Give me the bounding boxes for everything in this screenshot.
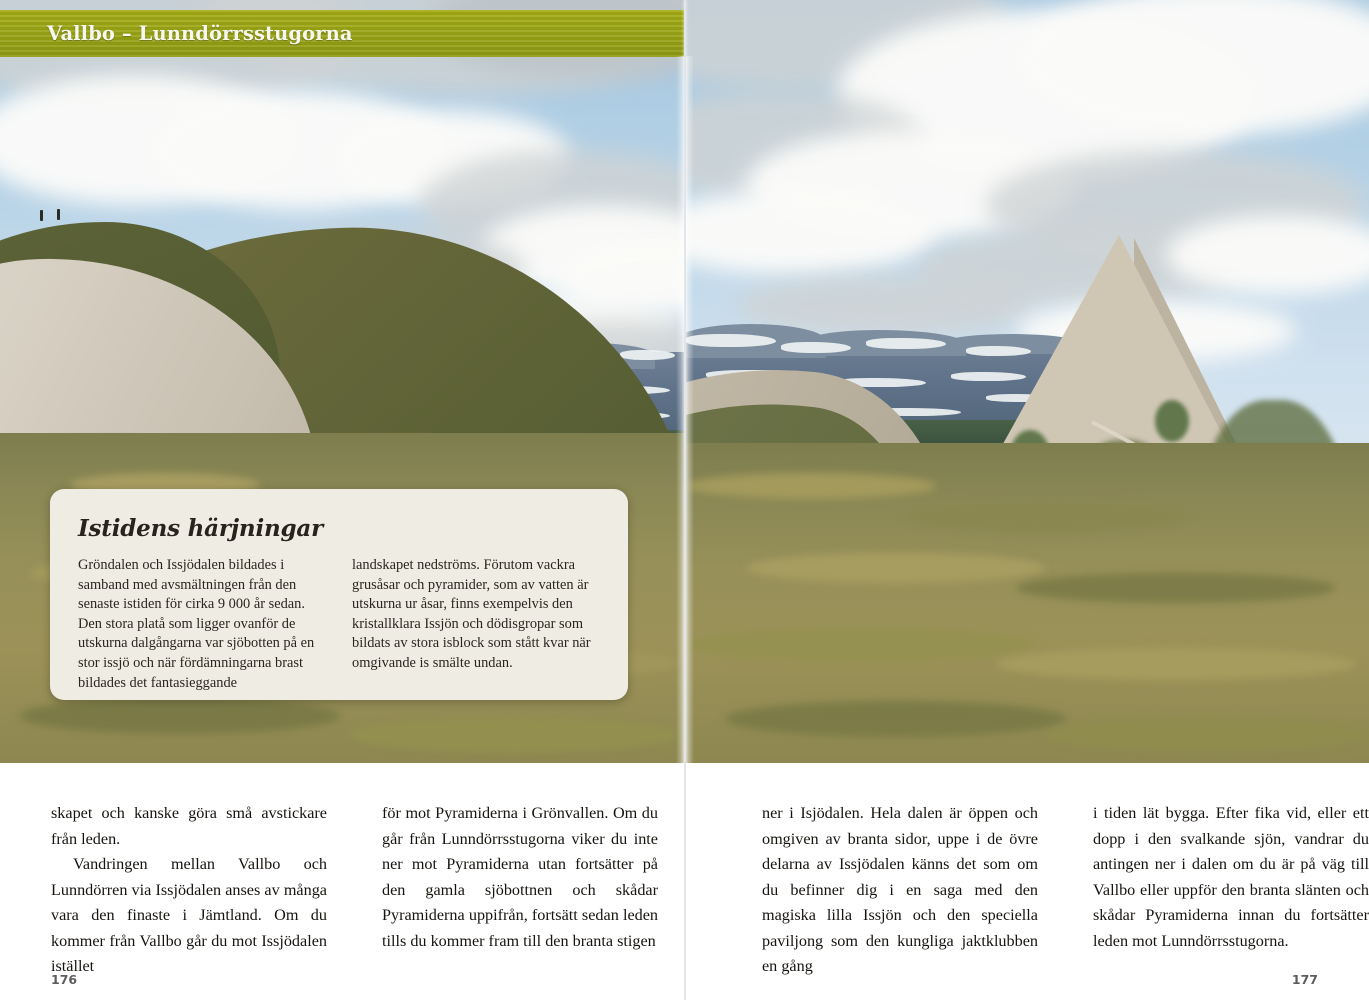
hiker-figure — [40, 210, 43, 221]
fact-box-column-2: landskapet nedströms. Förutom vackra grusåsar och pyramider, som av vatten är utskurna ur åsar, finns exempelvis den kristallklara Issjön och dödisgropar som bildats av stora isblock som stått kvar när omgivande is smälte undan. — [352, 557, 591, 671]
fact-box — [50, 489, 628, 700]
chapter-banner — [0, 10, 684, 57]
body-column-3 — [762, 801, 1038, 980]
body-column-4 — [1093, 801, 1369, 980]
page-number-right: 177 — [1291, 972, 1318, 987]
paragraph: skapet och kanske göra små avstickare från leden. — [51, 804, 327, 848]
birch-tree — [1155, 400, 1189, 442]
chapter-title: Vallbo – Lunndörrsstugorna — [47, 22, 353, 45]
paragraph: ner i Isjödalen. Hela dalen är öppen och omgiven av branta sidor, uppe i de övre delarna av Issjödalen känns det som om du befinner dig i en saga med den magiska lilla Issjön och den speciella paviljong som den kungliga jaktklubben en gång — [762, 804, 1038, 975]
meadow-foreground — [686, 443, 1369, 763]
photo-right-page — [686, 0, 1369, 763]
hiker-figure — [57, 209, 60, 220]
body-column-2 — [382, 801, 658, 980]
fact-box-column-1: Gröndalen och Issjödalen bildades i samband med avsmältningen från den senaste istiden för cirka 9 000 år sedan. Den stora platå som ligger ovanför de utskurna dalgångarna var sjöbotten på en stor issjö och när fördämningarna brast bildades det fantasieggande — [78, 557, 315, 691]
page-number-left: 176 — [51, 972, 78, 987]
paragraph: i tiden lät bygga. Efter fika vid, eller ett dopp i den svalkande sjön, vandrar du antingen ner i dalen om du är på väg till Vallbo eller uppför den branta slänten och skådar Pyramiderna innan du fortsätter leden mot Lunndörrsstugorna. — [1093, 804, 1369, 950]
fact-box-columns — [78, 556, 600, 693]
fact-box-title: Istidens härjningar — [78, 515, 324, 542]
page-gutter — [684, 0, 686, 1000]
paragraph: Vandringen mellan Vallbo och Lunndörren via Issjödalen anses av många vara den finaste i Jämtland. Om du kommer från Vallbo går du mot Issjödalen istället — [51, 855, 327, 975]
paragraph: för mot Pyramiderna i Grönvallen. Om du går från Lunndörrsstugorna viker du inte ner mot Pyramiderna utan fortsätter på den gamla sjöbottnen och skådar Pyramiderna uppifrån, fortsätt sedan leden tills du kommer fram till den branta stigen — [382, 804, 658, 950]
body-column-1 — [51, 801, 327, 980]
